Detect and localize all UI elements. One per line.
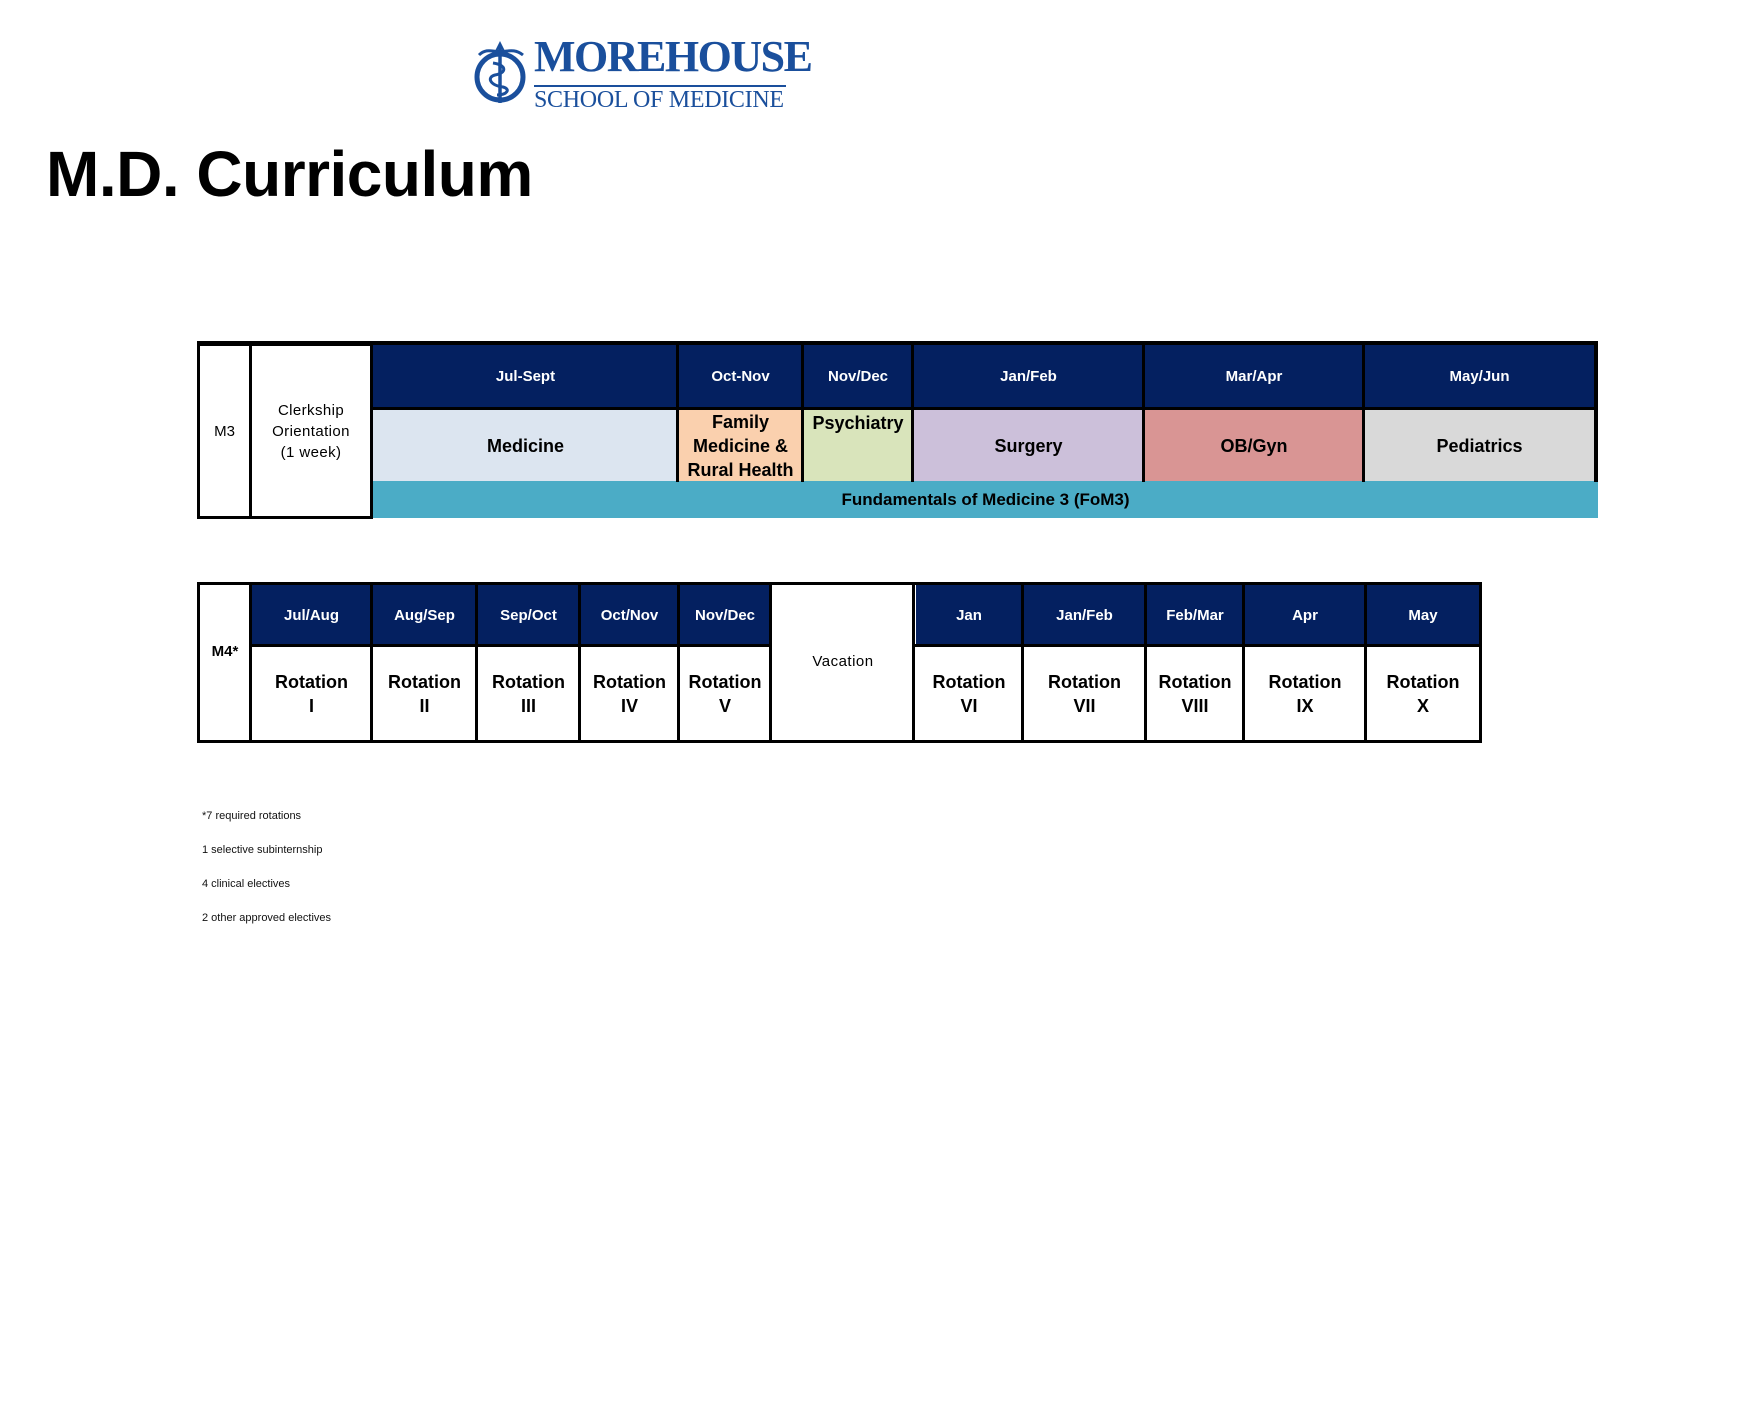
m4-period-header	[680, 585, 770, 645]
table-border	[249, 585, 252, 740]
rotation-cell	[373, 647, 476, 740]
m3-period-header	[1364, 343, 1595, 409]
m3-period-header	[913, 343, 1144, 409]
rotation-numeral: II	[419, 695, 430, 716]
m4-year-text: M4*	[211, 643, 239, 660]
footnote: 1 selective subinternship	[202, 844, 323, 856]
m4-period-header	[1367, 585, 1479, 645]
rotation-label: Rotation	[932, 671, 1006, 692]
table-border	[1364, 585, 1367, 740]
fom3-label: Fundamentals of Medicine 3 (FoM3)	[841, 489, 1130, 509]
vacation-label: Vacation	[812, 653, 874, 670]
fom3-band	[373, 481, 1598, 518]
rotation-cell	[581, 647, 678, 740]
m3-period-header	[678, 343, 803, 409]
rotation-cell	[916, 647, 1022, 740]
clerkship-obgyn	[1144, 409, 1364, 482]
period-label: Sep/Oct	[500, 606, 557, 624]
clerkship-psychiatry	[803, 409, 913, 482]
table-border	[1142, 343, 1145, 482]
m4-period-header	[1245, 585, 1365, 645]
table-border	[1362, 343, 1365, 482]
m3-period-header	[373, 343, 678, 409]
rotation-label: Rotation	[275, 671, 348, 692]
rotation-cell	[680, 647, 770, 740]
rotation-cell	[478, 647, 579, 740]
rotation-label: Rotation	[1268, 671, 1342, 692]
table-border	[197, 341, 1598, 345]
m3-period-header	[1144, 343, 1364, 409]
rotation-cell	[1024, 647, 1145, 740]
table-border	[1144, 585, 1147, 740]
rotation-numeral: IX	[1296, 695, 1314, 716]
table-border	[911, 343, 914, 482]
table-border	[475, 585, 478, 740]
table-border	[250, 644, 772, 647]
footnote: 2 other approved electives	[202, 912, 332, 924]
clerkship-label: Surgery	[994, 435, 1063, 456]
rotation-numeral: X	[1416, 695, 1429, 716]
logo-subtitle: SCHOOL OF MEDICINE	[534, 87, 784, 113]
period-label: Feb/Mar	[1166, 606, 1224, 624]
m3-period-header	[803, 343, 913, 409]
clerkship-pediatrics	[1364, 409, 1595, 482]
rotation-numeral: III	[520, 695, 536, 716]
clerkship-orientation-cell	[249, 343, 373, 519]
m4-period-header	[916, 585, 1022, 645]
m4-period-header	[478, 585, 579, 645]
rotation-label: Rotation	[492, 671, 565, 692]
m3-year-text: M3	[214, 422, 235, 440]
m4-period-header	[581, 585, 678, 645]
period-label: Oct-Nov	[711, 367, 770, 385]
page-title: M.D. Curriculum	[46, 138, 533, 210]
period-label: Apr	[1292, 606, 1318, 624]
period-label: Aug/Sep	[394, 606, 455, 624]
m4-period-header	[373, 585, 476, 645]
table-border	[676, 343, 679, 482]
clerkship-family-medicine	[678, 409, 803, 482]
rotation-numeral: VIII	[1181, 695, 1209, 716]
rotation-numeral: IV	[620, 695, 638, 716]
clerkship-label: Medicine	[486, 435, 565, 456]
rotation-label: Rotation	[688, 671, 762, 692]
table-border	[677, 585, 680, 740]
table-border	[1242, 585, 1245, 740]
m4-period-header	[1024, 585, 1145, 645]
period-label: Nov/Dec	[827, 367, 889, 385]
orientation-line-3: (1 week)	[280, 443, 342, 461]
m3-year-label	[197, 343, 252, 519]
rotation-numeral: V	[718, 695, 731, 716]
caduceus-emblem-icon	[473, 37, 531, 107]
rotation-numeral: I	[308, 695, 314, 716]
vacation-cell	[772, 585, 914, 740]
rotation-label: Rotation	[593, 671, 666, 692]
table-border	[914, 644, 1480, 647]
rotation-cell	[1147, 647, 1243, 740]
rotation-cell	[1245, 647, 1365, 740]
rotation-label: Rotation	[1158, 671, 1232, 692]
period-label: May/Jun	[1449, 367, 1510, 385]
clerkship-label: OB/Gyn	[1220, 435, 1288, 456]
table-border	[1594, 343, 1598, 482]
m4-period-header	[1147, 585, 1243, 645]
logo-title: MOREHOUSE	[534, 32, 812, 81]
clerkship-label-line: Rural Health	[687, 459, 794, 480]
period-label: Oct/Nov	[600, 606, 659, 624]
rotation-numeral: VII	[1073, 695, 1096, 716]
table-border	[912, 585, 915, 740]
period-label: Jan/Feb	[1000, 367, 1057, 385]
table-border	[370, 585, 373, 740]
rotation-label: Rotation	[1386, 671, 1460, 692]
clerkship-label: Pediatrics	[1436, 435, 1523, 456]
period-label: Jul-Sept	[495, 367, 556, 385]
period-label: Jan	[956, 606, 982, 624]
morehouse-logo	[473, 32, 812, 113]
period-label: Mar/Apr	[1225, 367, 1283, 385]
rotation-label: Rotation	[388, 671, 461, 692]
clerkship-label-line: Medicine &	[692, 435, 789, 456]
clerkship-label-line: Family	[711, 411, 770, 432]
table-border	[373, 407, 1598, 410]
orientation-line-2: Orientation	[272, 422, 350, 440]
rotation-label: Rotation	[1048, 671, 1121, 692]
orientation-line-1: Clerkship	[277, 401, 345, 419]
rotation-cell	[252, 647, 371, 740]
footnote: *7 required rotations	[202, 810, 302, 822]
period-label: Nov/Dec	[694, 606, 756, 624]
rotation-numeral: VI	[960, 695, 978, 716]
table-border	[1021, 585, 1024, 740]
footnote: 4 clinical electives	[202, 878, 291, 890]
period-label: Jul/Aug	[284, 606, 339, 624]
period-label: Jan/Feb	[1056, 606, 1113, 624]
clerkship-surgery	[913, 409, 1144, 482]
rotation-cell	[1367, 647, 1479, 740]
table-border	[578, 585, 581, 740]
clerkship-label: Psychiatry	[812, 413, 904, 433]
clerkship-medicine	[373, 409, 678, 482]
table-border	[801, 343, 804, 482]
m4-year-label	[200, 585, 250, 740]
table-border	[769, 585, 772, 740]
m4-period-header	[252, 585, 371, 645]
period-label: May	[1408, 606, 1438, 624]
